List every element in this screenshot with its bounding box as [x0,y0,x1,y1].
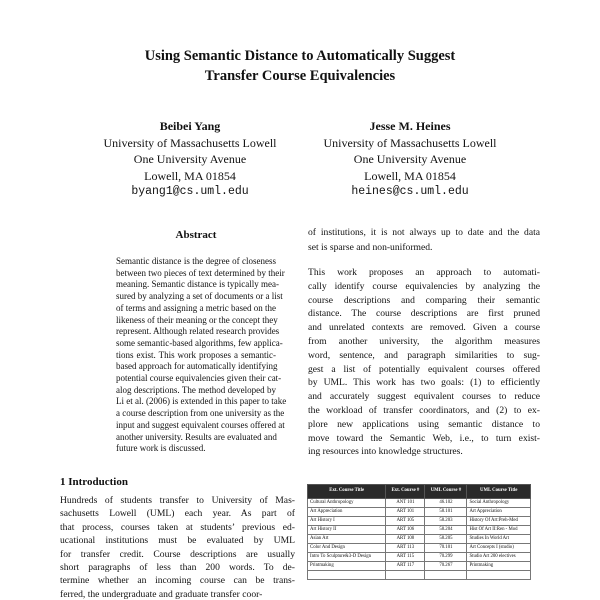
text-line: short paragraphs of less than 200 words. To de- [60,562,295,573]
table-cell: Art History I [308,517,386,526]
text-line: a course description from one university as the [116,408,285,419]
table-row [308,526,531,535]
author-email: heines@cs.uml.edu [351,185,469,198]
table-cell: Art Appreciation [467,508,531,517]
table-cell: Intro To Sculpture&3-D Design [308,553,386,562]
table-row [308,562,531,571]
text-line: for transfer credit. Course descriptions are usually [60,548,295,560]
table-cell: Color And Design [308,544,386,553]
text-line: set is sparse and non-uniformed. [308,242,433,253]
table-cell [425,571,467,580]
text-line: Li et al. (2006) is extended in this paper to take [116,396,287,407]
table-cell: ART 105 [386,517,425,526]
text-line: from another university, the algorithm measures [308,336,540,347]
text-line: termine whether an incoming course can be trans- [60,575,295,587]
table-cell: 70.267 [425,562,467,571]
table-cell: Printmaking [467,562,531,571]
text-line: alog descriptions. The method developed by [116,384,276,395]
table-row [308,535,531,544]
author-name: Jesse M. Heines [369,119,451,133]
table-cell: Art History II [308,526,386,535]
author-block-2 [290,118,530,201]
table-cell: ANT 101 [386,499,425,508]
table-cell: 70.299 [425,553,467,562]
table-cell: History Of Art:Preh-Med [467,517,531,526]
text-line: some semantic-based algorithms, few applica- [116,337,283,348]
table-cell: Studies In World Art [467,535,531,544]
table-cell [467,571,531,580]
table-cell: 58.101 [425,508,467,517]
table-cell: ART 106 [386,526,425,535]
text-line: and unrelated contexts are removed. Given a course [308,322,540,334]
text-line: sured by analyzing a set of documents or a list [116,291,283,302]
table-row [308,544,531,553]
text-line: Hundreds of students transfer to University of Mas- [60,495,295,506]
course-equivalency-table [307,484,531,580]
text-line: move toward the Semantic Web, i.e., to turn exist- [308,432,540,444]
text-line: ing resources into knowledge structures. [308,446,463,458]
text-line: another university. Results are evaluated and [116,431,277,442]
table-header-cell: Ext. Course # [386,485,425,499]
author-name: Beibei Yang [159,119,221,133]
table-cell: 58.203 [425,517,467,526]
text-line: between two pieces of text determined by their [116,267,285,278]
author-affiliation: University of Massachusetts Lowell [103,135,277,150]
table-cell: 58.204 [425,526,467,535]
table-row [308,499,531,508]
paper-title-line-1: Using Semantic Distance to Automatically Suggest [144,48,456,64]
text-line: tions exist. This work proposes a semantic- [116,349,276,360]
text-line: ucational institutions must be evaluated by UML [60,535,295,547]
author-city: Lowell, MA 01854 [364,168,456,183]
text-line: sachusetts Lowell (UML) each year. As part of [60,508,295,520]
text-line: gest a list of potentially equivalent courses offered [308,363,540,375]
table-header-cell: UML Course Title [467,485,531,499]
text-line: likeness of their meaning or the concept they [116,314,278,325]
table-cell: ART 101 [386,508,425,517]
table-cell: Cultural Anthropology [308,499,386,508]
table-cell: Social Anthropology [467,499,531,508]
text-line: distance. The course descriptions are first pruned [308,308,540,320]
table-cell: ART 115 [386,553,425,562]
table-row [308,571,531,580]
table-cell: Art Concepts I (studio) [467,544,531,553]
table-cell: Asian Art [308,535,386,544]
table-cell: Hist Of Art II:Ren - Mod [467,526,531,535]
text-line: by UML. This work has two goals: (1) to efficiently [308,377,540,389]
text-line: word, sentence, and paragraph similarities to sug- [308,349,540,361]
table-cell [308,571,386,580]
text-line: of institutions, it is not always up to date and the data [308,227,540,238]
text-line: plore new applications using semantic distance to [308,418,540,430]
table-cell: ART 113 [386,544,425,553]
table-cell: 70.101 [425,544,467,553]
table-cell: ART 117 [386,562,425,571]
text-line: ferred, the undergraduate and graduate transfer coor- [60,588,263,600]
paper-title-line-2: Transfer Course Equivalencies [204,68,396,84]
table-cell: Studio Art 200 electives [467,553,531,562]
text-line: of terms and assigning a metric based on the [116,302,276,313]
text-line: This work proposes an approach to automati- [308,267,540,278]
text-line: Semantic distance is the degree of closeness [116,256,276,266]
table-cell [386,571,425,580]
table-cell: 58.205 [425,535,467,544]
introduction-heading: 1 Introduction [60,476,128,488]
table-header-cell: Ext. Course Title [308,485,386,499]
text-line: represent. Although related research provides [116,326,280,337]
text-line: course descriptions and comparing their semantic [308,294,540,306]
author-affiliation: University of Massachusetts Lowell [323,135,497,150]
text-line: input and suggest equivalent courses offered at [116,419,285,430]
text-line: the workload of transfer coordinators, and (2) to ex- [308,405,540,416]
table-cell: ART 108 [386,535,425,544]
table-cell: 46.102 [425,499,467,508]
text-line: future work is discussed. [116,443,206,454]
text-line: based approach for automatically identifying [116,361,278,372]
text-line: cally identify course equivalencies by analyzing the [308,280,540,292]
text-line: meaning. Semantic distance is typically mea- [116,279,279,290]
text-line: potential course equivalencies given their cat- [116,373,282,383]
table-row [308,508,531,517]
text-line: that process, courses taken at students’ previous ed- [60,521,295,533]
abstract-heading: Abstract [175,229,217,241]
author-email: byang1@cs.uml.edu [131,185,249,198]
author-city: Lowell, MA 01854 [144,168,236,183]
table-cell: Art Appreciation [308,508,386,517]
author-block-1 [70,118,310,201]
author-address: One University Avenue [353,152,467,166]
text-line: and accurately suggest equivalent courses to reduce [308,391,540,403]
table-cell: Printmaking [308,562,386,571]
table-row [308,553,531,562]
table-row [308,517,531,526]
table-header-cell: UML Course # [425,485,467,499]
author-address: One University Avenue [133,152,247,166]
